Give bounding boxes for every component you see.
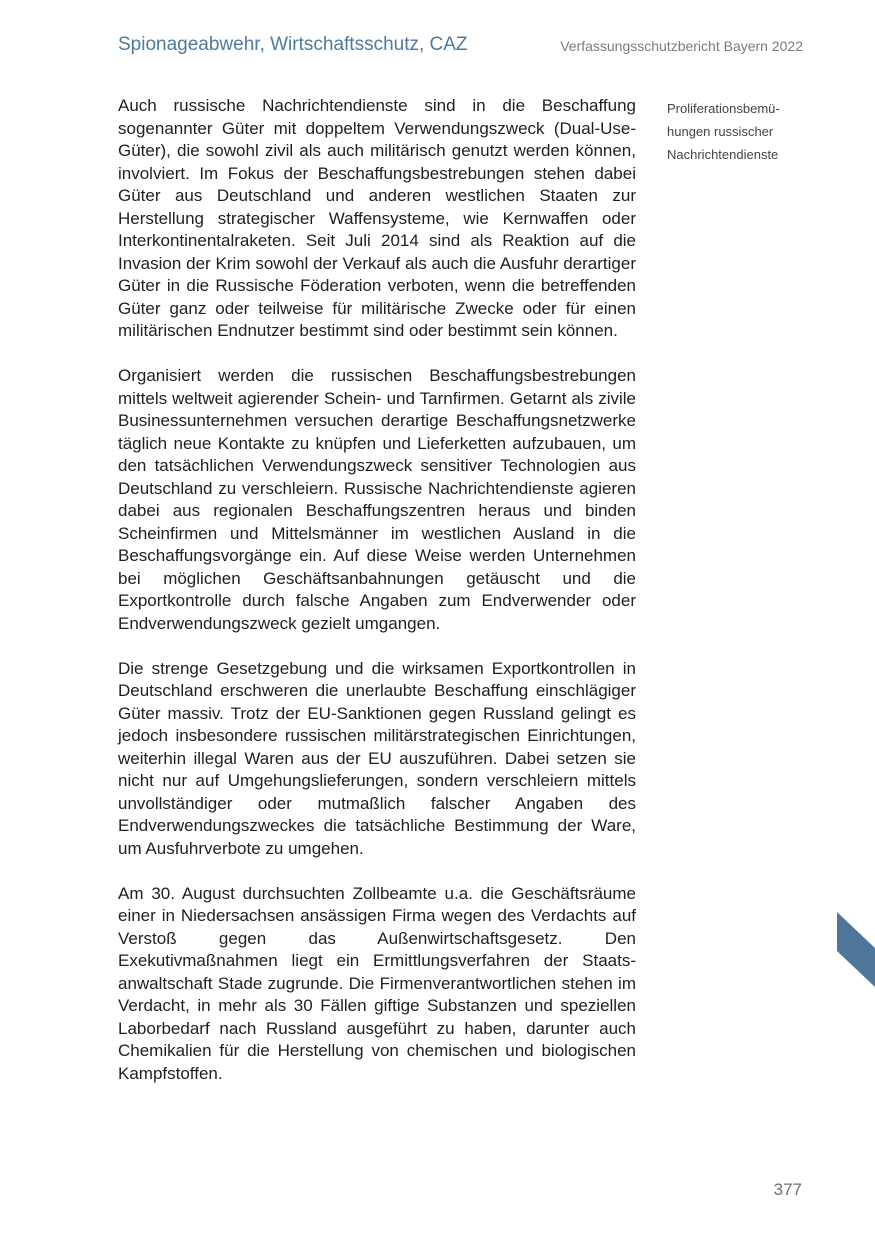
margin-note xyxy=(667,97,807,166)
section-title: Spionageabwehr, Wirtschaftsschutz, CAZ xyxy=(118,34,468,55)
page-number: 377 xyxy=(773,1180,802,1199)
main-text-column xyxy=(118,95,636,1108)
report-title: Verfassungsschutzbericht Bayern 2022 xyxy=(560,38,803,54)
paragraph-export-controls: Die strenge Gesetzgebung und die wirksamen Exportkontrollen in Deutschland erschweren die unerlaubte Beschaffung einschlägiger Güter massiv. Trotz der EU-Sanktionen gegen Russland gelingt es jedoch insbesondere russischen militärstrategischen Einrichtungen, weiterhin illegal Waren aus der EU auszuführen. Dabei setzen sie nicht nur auf Umgehungslieferungen, sondern verschleiern mittels unvollständiger oder mutmaßlich falscher Angaben des Endverwendungszweckes die tatsächliche Bestimmung der Ware, um Ausfuhrverbote zu umgehen. xyxy=(118,658,636,858)
paragraph-dual-use-goods: Auch russische Nachrichtendienste sind in die Beschaffung sogenannter Güter mit doppeltem Verwendungszweck (Dual-Use-Güter), die sowohl zivil als auch militärisch genutzt werden können, involviert. Im Fokus der Beschaffungsbestrebungen stehen dabei Güter aus Deutschland und anderen westlichen Staaten zur Herstellung strategischer Waffensysteme, wie Kernwaffen oder Interkontinentalraketen. Seit Juli 2014 sind als Reaktion auf die Invasion der Krim sowohl der Verkauf als auch die Ausfuhr derartiger Güter in die Russische Föderation verboten, wenn die betreffenden Güter ganz oder teilweise für militärische Zwecke oder für einen militärischen Endnutzer bestimmt sind oder bestimmt sein können. xyxy=(118,96,636,340)
chapter-tab-marker xyxy=(837,912,875,987)
margin-note-line: Nachrichtendienste xyxy=(667,147,779,162)
paragraph-procurement-networks: Organisiert werden die russischen Beschaffungsbestrebungen mittels weltweit agierender Schein- und Tarnfirmen. Getarnt als zivile Businessunternehmen versuchen derartige Beschaffungsnetzwerke täglich neue Kontakte zu knüpfen und Lieferketten aufzubauen, um den tatsächlichen Verwendungszweck sensitiver Technologien aus Deutschland zu verschleiern. Russische Nachrichtendienste agieren dabei aus regionalen Beschaffungszentren heraus und binden Scheinfirmen und Mittelsmänner im westlichen Ausland in die Beschaffungsvorgänge ein. Auf diese Weise werden Unternehmen bei möglichen Geschäftsanbahnungen getäuscht und die Exportkontrolle durch falsche Angaben zum Endverwender oder Endverwendungszweck gezielt umgangen. xyxy=(118,366,636,633)
margin-note-line: Proliferationsbemü- xyxy=(667,101,780,116)
margin-note-line: hungen russischer xyxy=(667,124,774,139)
paragraph-customs-search: Am 30. August durchsuchten Zollbeamte u.a. die Geschäftsräume einer in Niedersachsen ansässigen Firma wegen des Verdachts auf Verstoß gegen das Außenwirtschaftsgesetz. Den Exekutivmaßnahmen liegt ein Ermittlungsverfahren der Staatsanwaltschaft Stade zugrunde. Die Firmenverantwortlichen stehen im Verdacht, in mehr als 30 Fällen giftige Substanzen und speziellen Laborbedarf nach Russland ausgeführt zu haben, darunter auch Chemikalien für die Herstellung von chemischen und biologischen Kampfstoffen. xyxy=(118,883,636,1083)
